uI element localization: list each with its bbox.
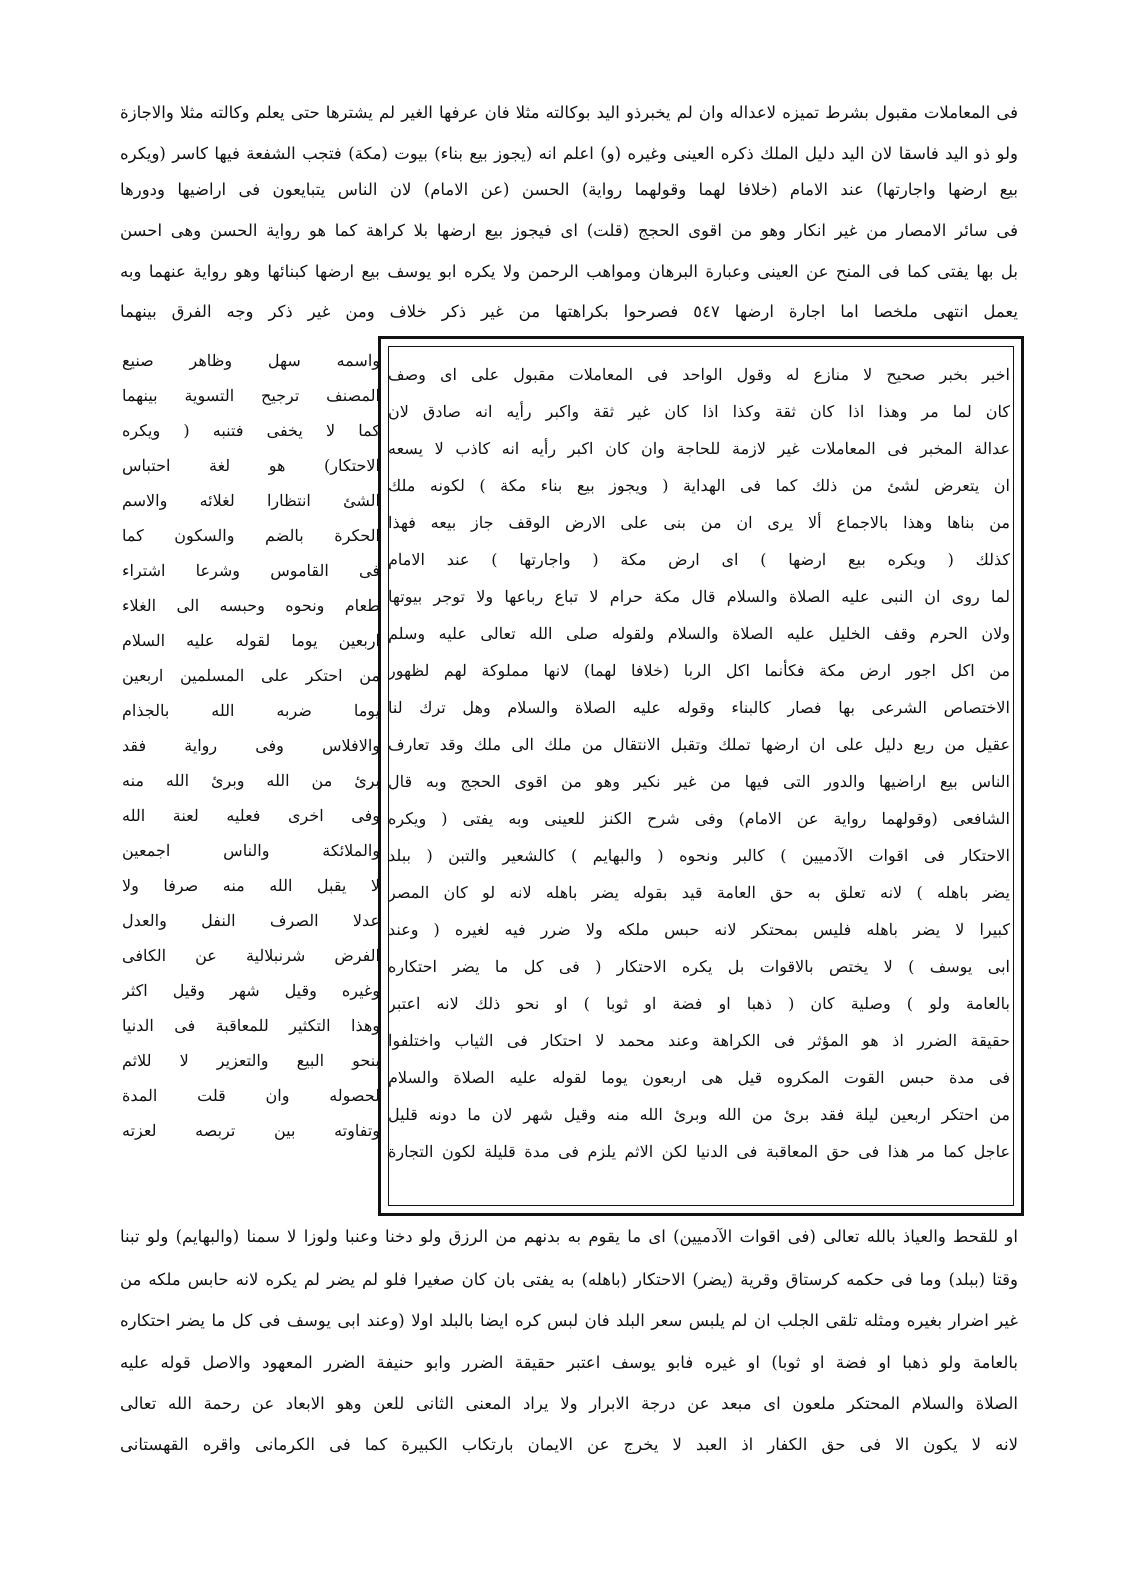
text-line: عاجل كما مر هذا فى حق المعاقبة فى الدنيا لكن الاثم يلزم فى مدة قليلة لكون التجارة: [388, 1142, 1010, 1161]
text-line: لحصوله وان قلت المدة: [122, 1086, 380, 1105]
text-line: الاحتكار) هو لغة احتباس: [122, 456, 380, 475]
text-line: لانه لا يكون الا فى حق الكفار اذ العبد لا يخرج عن الايمان بارتكاب الكبيرة كما فى الكرمانى واقره القهستانى: [120, 1435, 1018, 1454]
text-line: بنحو البيع والتعزير لا للاثم: [122, 1051, 380, 1070]
text-line: من احتكر على المسلمين اربعين: [122, 666, 380, 685]
text-line: لا يقبل الله منه صرفا ولا: [122, 876, 380, 895]
text-line: بالعامة ولو ذهبا او فضة او ثوبا) او غيره فابو يوسف اعتبر حقيقة الضرر وابو حنيفة الضرر المعهود والاصل قوله عليه: [120, 1353, 1018, 1372]
text-line: وتفاوته بين تربصه لعزته: [122, 1121, 380, 1140]
text-line: الناس بيع اراضيها والدور التى فيها من غير نكير وهو من اقوى الحجج وبه قال: [388, 772, 1010, 791]
text-line: عقيل من ربع دليل على ان ارضها تملك وتقبل الانتقال من ملك الى ملك وقد تعارف: [388, 735, 1010, 754]
text-line: ولان الحرم وقف الخليل عليه الصلاة والسلام ولقوله صلى الله تعالى عليه وسلم: [388, 624, 1010, 643]
text-line: كذلك ( ويكره بيع ارضها ) اى ارض مكة ( واجارتها ) عند الامام: [388, 550, 1010, 569]
text-line: ان يتعرض لشئ من ذلك كما فى الهداية ( ويجوز بيع بناء مكة ) لكونه ملك: [388, 476, 1010, 495]
text-line: يوما ضربه الله بالجذام: [122, 701, 380, 720]
text-line: ولو ذو اليد فاسقا لان اليد دليل الملك ذكره العينى وغيره (و) اعلم انه (يجوز بيع بناء) بيوت (مكة) فتجب الشفعة فيها كاسر (ويكره: [120, 144, 1018, 163]
text-line: عدلا الصرف النفل والعدل: [122, 911, 380, 930]
text-line: المصنف ترجيح التسوية بينهما: [122, 386, 380, 405]
text-line: يعمل انتهى ملخصا اما اجارة ارضها ٥٤٧ فصرحوا بكراهتها من غير ذكر خلاف ومن غير ذكر وجه الفرق بينهما: [120, 302, 1018, 321]
text-line: برئ من الله وبرئ الله منه: [122, 771, 380, 790]
text-line: فى سائر الامصار من غير انكار وهو من اقوى الحجج (قلت) اى فيجوز بيع ارضها بلا كراهة كما هو رواية الحسن وهى احسن: [120, 221, 1018, 240]
text-line: فى المعاملات مقبول بشرط تميزه لاعداله وان لم يخبرذو اليد بوكالته مثلا فان عرفها الغير لم يشترها حتى يعلم وكالته مثلا والاجازة: [120, 103, 1018, 122]
text-line: من بناها وهذا بالاجماع ألا يرى ان من بنى على الارض الوقف جاز بيعه فهذا: [388, 513, 1010, 532]
text-line: وفى اخرى فعليه لعنة الله: [122, 806, 380, 825]
text-line: من احتكر اربعين ليلة فقد برئ من الله وبرئ الله منه وقيل شهر لان ما دونه قليل: [388, 1105, 1010, 1124]
text-line: عدالة المخبر فى المعاملات غير لازمة للحاجة وان كان اكبر رأيه انه كاذب لا يسعه: [388, 439, 1010, 458]
text-line: بالعامة ولو ) وصلية كان ( ذهبا او فضة او ثوبا ) او نحو ذلك لانه اعتبر: [388, 994, 1010, 1013]
text-line: وغيره وقيل شهر وقيل اكثر: [122, 981, 380, 1000]
text-line: غير اضرار بغيره ومثله تلقى الجلب ان لم يلبس سعر البلد فان لبس كره ايضا بالبلد اولا (وعند ابى يوسف فى كل ما يضر احتكاره: [120, 1311, 1018, 1330]
text-line: ابى يوسف ) لا يختص بالاقوات بل يكره الاحتكار ( فى كل ما يضر احتكاره: [388, 957, 1010, 976]
text-line: والافلاس وفى رواية فقد: [122, 736, 380, 755]
text-line: الشافعى (وقولهما رواية عن الامام) وفى شرح الكنز للعينى وبه يفتى ( ويكره: [388, 809, 1010, 828]
text-line: كبيرا لا يضر باهله فليس بمحتكر لانه حبس ملكه ولا ضرر فيه لغيره ( وعند: [388, 920, 1010, 939]
text-line: الصلاة والسلام المحتكر ملعون اى مبعد عن درجة الابرار ولا يراد المعنى الثانى للعن وهو الابعاد عن رحمة الله تعالى: [120, 1394, 1018, 1413]
text-line: والملائكة والناس اجمعين: [122, 841, 380, 860]
text-line: الاحتكار فى اقوات الآدميين ) كالبر ونحوه ( والبهايم ) كالشعير والتبن ( ببلد: [388, 846, 1010, 865]
text-line: كما لا يخفى فتنبه ( ويكره: [122, 421, 380, 440]
text-line: اربعين يوما لقوله عليه السلام: [122, 631, 380, 650]
text-line: وقتا (ببلد) وما فى حكمه كرستاق وقرية (يضر) الاحتكار (باهله) به يفتى بان كان صغيرا فلو لم يضر لم يكره لانه حابس ملكه من: [120, 1270, 1018, 1289]
text-line: واسمه سهل وظاهر صنيع: [122, 351, 380, 370]
text-line: الحكرة بالضم والسكون كما: [122, 526, 380, 545]
text-line: بل بها يفتى كما فى المنح عن العينى وعبارة البرهان ومواهب الرحمن ولا يكره ابو يوسف بيع ارضها كبنائها وهو رواية عنهما وبه: [120, 262, 1018, 281]
text-line: كان لما مر وهذا اذا كان ثقة وكذا اذا كان غير ثقة واكبر رأيه انه صادق لان: [388, 402, 1010, 421]
text-line: بيع ارضها واجارتها) عند الامام (خلافا لهما وقولهما رواية) الحسن (عن الامام) لان الناس يتبايعون فى اراضيها ودورها: [120, 180, 1018, 199]
text-line: او للقحط والعياذ بالله تعالى (فى اقوات الآدميين) اى ما يقوم به بدنهم من الرزق ولو دخنا وعنبا ولوزا لا سمنا (والبهايم) ولو تبنا: [120, 1227, 1018, 1246]
text-line: يضر باهله ) لانه تعلق به حق العامة قيد بقوله يضر باهله لانه لو كان المصر: [388, 883, 1010, 902]
text-line: حقيقة الضرر اذ هو المؤثر فى الكراهة وعند محمد لا احتكار فى الثياب واختلفوا: [388, 1031, 1010, 1050]
text-line: الاختصاص الشرعى بها فصار كالبناء وقوله عليه الصلاة والسلام وهل ترك لنا: [388, 698, 1010, 717]
text-line: فى مدة حبس القوت المكروه قيل هى اربعون يوما لقوله عليه الصلاة والسلام: [388, 1068, 1010, 1087]
text-line: الفرض شرنبلالية عن الكافى: [122, 946, 380, 965]
text-line: من اكل اجور ارض مكة فكأنما اكل الربا (خلافا لهما) لانها مملوكة لهم لظهور: [388, 661, 1010, 680]
text-line: فى القاموس وشرعا اشتراء: [122, 561, 380, 580]
text-line: طعام ونحوه وحبسه الى الغلاء: [122, 596, 380, 615]
text-line: وهذا التكثير للمعاقبة فى الدنيا: [122, 1016, 380, 1035]
text-line: لما روى ان النبى عليه الصلاة والسلام قال مكة حرام لا تباع رباعها ولا توجر بيوتها: [388, 587, 1010, 606]
text-line: الشئ انتظارا لغلائه والاسم: [122, 491, 380, 510]
text-line: اخبر بخبر صحيح لا منازع له وقول الواحد فى المعاملات مقبول على اى وصف: [388, 365, 1010, 384]
